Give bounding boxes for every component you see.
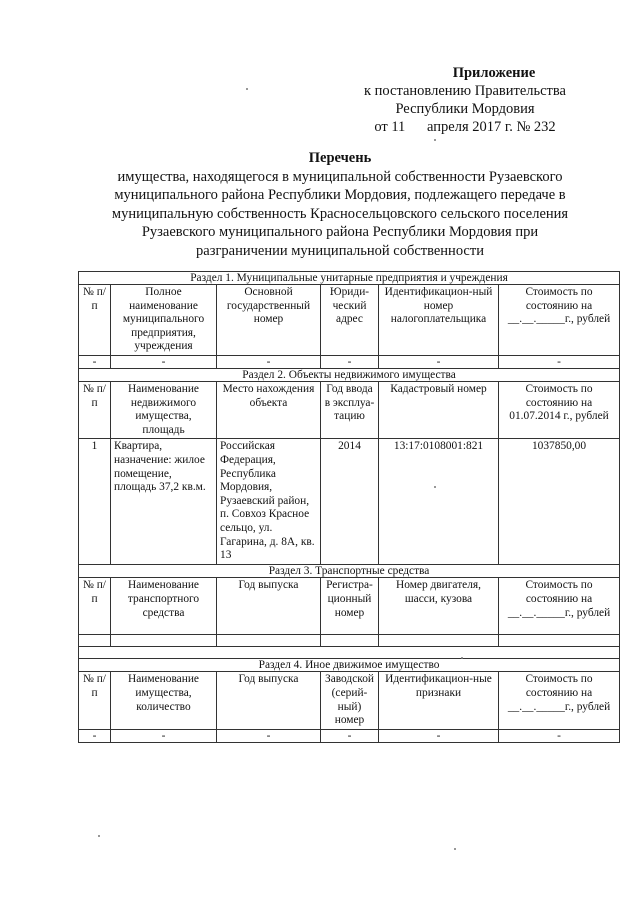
header-cell: Стоимость по состоянию на __.__._____г., рублей	[499, 578, 620, 635]
table-cell: 1037850,00	[499, 439, 620, 565]
table-row	[79, 356, 620, 369]
header-cell: Идентификацион-ный номер налогоплательщика	[379, 285, 499, 356]
header-row	[79, 382, 620, 439]
table-cell: -	[111, 356, 217, 369]
table-cell	[499, 635, 620, 647]
scan-speck	[434, 486, 436, 488]
table-cell: -	[321, 356, 379, 369]
table-cell: 2014	[321, 439, 379, 565]
table-cell: -	[79, 356, 111, 369]
header-row	[79, 672, 620, 729]
table-cell: -	[379, 729, 499, 742]
heading-line-5: разграничении муниципальной собственности	[196, 242, 484, 259]
header-cell: Наименование недвижимого имущества, площадь	[111, 382, 217, 439]
table-cell	[111, 635, 217, 647]
table-cell	[79, 635, 111, 647]
table-cell: Российская Федерация, Республика Мордовия, Рузаевский район, п. Совхоз Красное сельцо, ул. Гагарина, д. 8А, кв. 13	[217, 439, 321, 565]
header-cell: Идентификацион-ные признаки	[379, 672, 499, 729]
property-table	[78, 271, 620, 743]
table-cell: Квартира, назначение: жилое помещение, площадь 37,2 кв.м.	[111, 439, 217, 565]
table-cell	[321, 635, 379, 647]
scan-speck	[454, 848, 456, 850]
table-cell: -	[217, 729, 321, 742]
spacer-row	[79, 647, 620, 659]
spacer-cell	[79, 647, 620, 659]
table-cell: -	[379, 356, 499, 369]
scan-speck	[434, 139, 436, 141]
header-cell: Год ввода в эксплуа-тацию	[321, 382, 379, 439]
header-cell: Заводской (серий-ный) номер	[321, 672, 379, 729]
header-cell: Стоимость по состоянию на 01.07.2014 г., рублей	[499, 382, 620, 439]
header-cell: № п/п	[79, 578, 111, 635]
header-cell: Наименование имущества, количество	[111, 672, 217, 729]
header-cell: Наименование транспортного средства	[111, 578, 217, 635]
header-cell: Год выпуска	[217, 578, 321, 635]
header-row	[79, 578, 620, 635]
appendix-title: Приложение	[452, 65, 536, 81]
header-cell: № п/п	[79, 672, 111, 729]
section-row	[79, 369, 620, 382]
header-cell: Юриди-ческий адрес	[321, 285, 379, 356]
section-row	[79, 565, 620, 578]
header-cell: Стоимость по состоянию на __.__._____г., рублей	[499, 285, 620, 356]
header-cell: Регистра-ционный номер	[321, 578, 379, 635]
header-cell: Год выпуска	[217, 672, 321, 729]
appendix-line-1: к постановлению Правительства	[364, 83, 566, 99]
heading-line-1: имущества, находящегося в муниципальной собственности Рузаевского	[117, 168, 563, 185]
table-cell: -	[217, 356, 321, 369]
section-row	[79, 272, 620, 285]
table-cell: -	[111, 729, 217, 742]
header-cell: Основной государственный номер	[217, 285, 321, 356]
heading-line-3: муниципальную собственность Красносельцовского сельского поселения	[111, 205, 569, 222]
section-3-title: Раздел 3. Транспортные средства	[79, 565, 620, 578]
scan-speck	[461, 657, 463, 659]
table-row	[79, 635, 620, 647]
header-cell: Полное наименование муниципального предприятия, учреждения	[111, 285, 217, 356]
table-cell: 1	[79, 439, 111, 565]
section-row	[79, 659, 620, 672]
section-1-title: Раздел 1. Муниципальные унитарные предприятия и учреждения	[79, 272, 620, 285]
section-2-title: Раздел 2. Объекты недвижимого имущества	[79, 369, 620, 382]
header-cell: № п/п	[79, 285, 111, 356]
header-cell: Стоимость по состоянию на __.__._____г., рублей	[499, 672, 620, 729]
table-row	[79, 729, 620, 742]
appendix-line-3: от 11 апреля 2017 г. № 232	[374, 119, 556, 135]
header-cell: Кадастровый номер	[379, 382, 499, 439]
header-cell: Место нахождения объекта	[217, 382, 321, 439]
table-cell: 13:17:0108001:821	[379, 439, 499, 565]
table-row	[79, 439, 620, 565]
document-title: Перечень	[308, 150, 372, 166]
table-cell: -	[321, 729, 379, 742]
appendix-block	[340, 64, 590, 136]
table-cell: -	[79, 729, 111, 742]
table-cell	[379, 635, 499, 647]
table-cell: -	[499, 729, 620, 742]
scan-speck	[246, 88, 248, 90]
table-cell: -	[499, 356, 620, 369]
heading-line-2: муниципального района Республики Мордовия, подлежащего передаче в	[114, 187, 566, 204]
section-4-title: Раздел 4. Иное движимое имущество	[79, 659, 620, 672]
scan-speck	[98, 835, 100, 837]
table-cell	[217, 635, 321, 647]
header-row	[79, 285, 620, 356]
heading-line-4: Рузаевского муниципального района Республики Мордовия при	[141, 224, 539, 241]
appendix-line-2: Республики Мордовия	[395, 101, 535, 117]
document-heading	[60, 149, 620, 261]
header-cell: № п/п	[79, 382, 111, 439]
header-cell: Номер двигателя, шасси, кузова	[379, 578, 499, 635]
